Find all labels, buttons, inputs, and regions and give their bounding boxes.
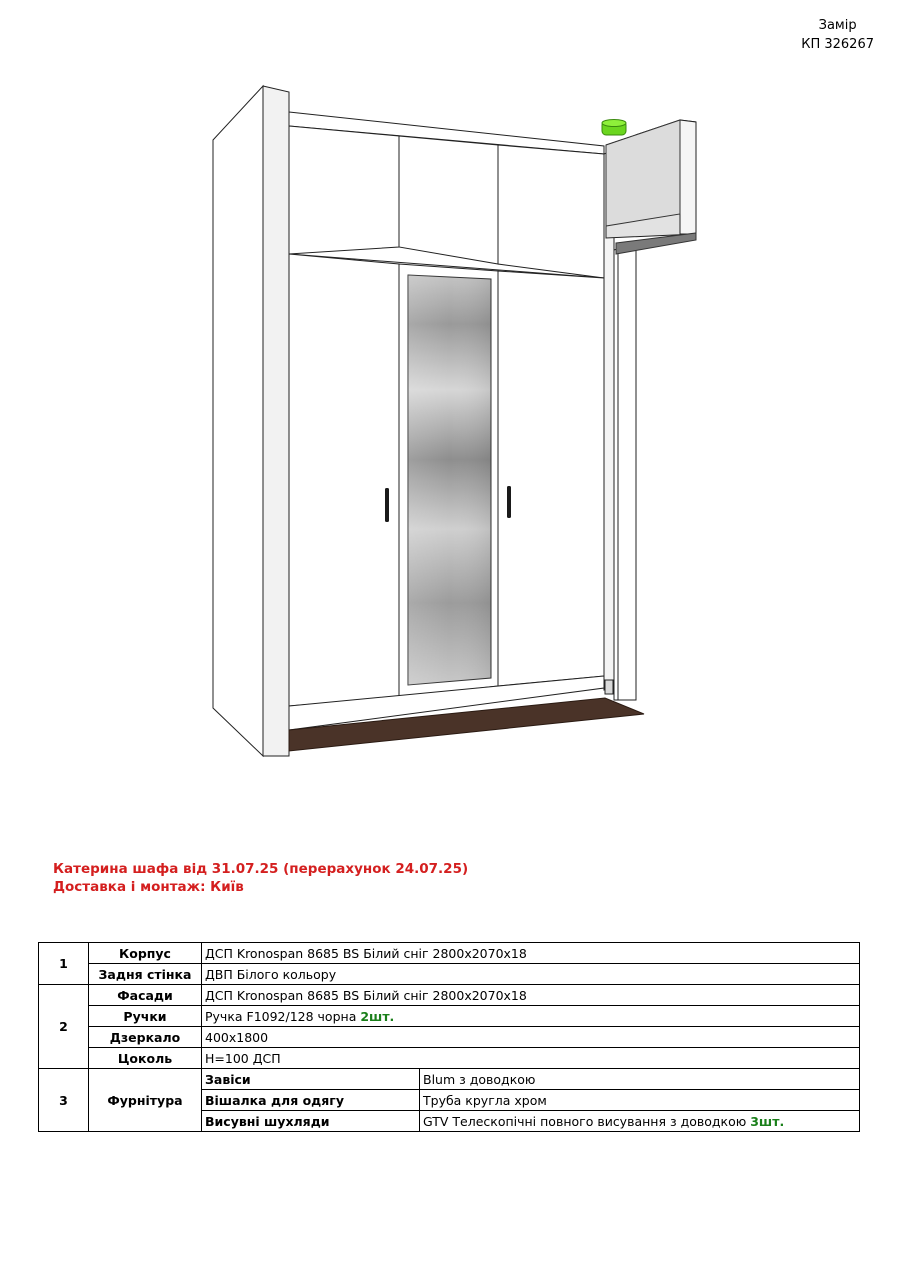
hardware-value <box>420 1111 860 1132</box>
lower-door-left <box>289 254 399 706</box>
table-row <box>39 1069 860 1090</box>
hardware-item: Вішалка для одягу <box>202 1090 420 1111</box>
header-title: Замір <box>818 18 857 33</box>
upper-door-right <box>498 145 604 278</box>
handle-left <box>385 488 389 522</box>
side-panel-outer <box>213 86 263 756</box>
order-notes <box>53 860 468 896</box>
row-label: Корпус <box>89 943 202 964</box>
handle-quantity: 2шт. <box>360 1008 395 1024</box>
handle-spec: Ручка F1092/128 чорна <box>205 1008 357 1024</box>
group-number: 3 <box>39 1069 89 1132</box>
row-label: Задня стінка <box>89 964 202 985</box>
row-label: Фасади <box>89 985 202 1006</box>
row-value <box>202 1006 860 1027</box>
row-label: Дзеркало <box>89 1027 202 1048</box>
lower-door-right <box>498 271 604 686</box>
upper-door-left <box>289 126 399 254</box>
hardware-item: Висувні шухляди <box>202 1111 420 1132</box>
row-value: ДВП Білого кольору <box>202 964 860 985</box>
order-title: Катерина шафа від 31.07.25 (перерахунок 24.07.25) <box>53 861 469 877</box>
hardware-value: Труба кругла хром <box>420 1090 860 1111</box>
table-row <box>39 1006 860 1027</box>
group-number: 2 <box>39 985 89 1069</box>
row-value: ДСП Kronospan 8685 BS Білий сніг 2800х2070х18 <box>202 943 860 964</box>
drawer-quantity: 3шт. <box>750 1113 785 1129</box>
row-label: Цоколь <box>89 1048 202 1069</box>
delivery-note: Доставка і монтаж: Київ <box>53 879 244 895</box>
drawer-runner-spec: GTV Телескопічні повного висування з доводкою <box>423 1113 747 1129</box>
row-label: Фурнітура <box>89 1069 202 1132</box>
hardware-value: Blum з доводкою <box>420 1069 860 1090</box>
row-label: Ручки <box>89 1006 202 1027</box>
table-row <box>39 1048 860 1069</box>
table-row <box>39 1027 860 1048</box>
row-value: 400х1800 <box>202 1027 860 1048</box>
table-row <box>39 943 860 964</box>
table-row <box>39 964 860 985</box>
group-number: 1 <box>39 943 89 985</box>
hardware-item: Завіси <box>202 1069 420 1090</box>
spec-table <box>38 942 860 1132</box>
side-panel-edge <box>263 86 289 756</box>
row-value: ДСП Kronospan 8685 BS Білий сніг 2800х2070х18 <box>202 985 860 1006</box>
header-order-number: КП 326267 <box>801 37 874 52</box>
table-row <box>39 985 860 1006</box>
upper-door-middle <box>399 136 498 264</box>
row-value: H=100 ДСП <box>202 1048 860 1069</box>
handle-right <box>507 486 511 518</box>
